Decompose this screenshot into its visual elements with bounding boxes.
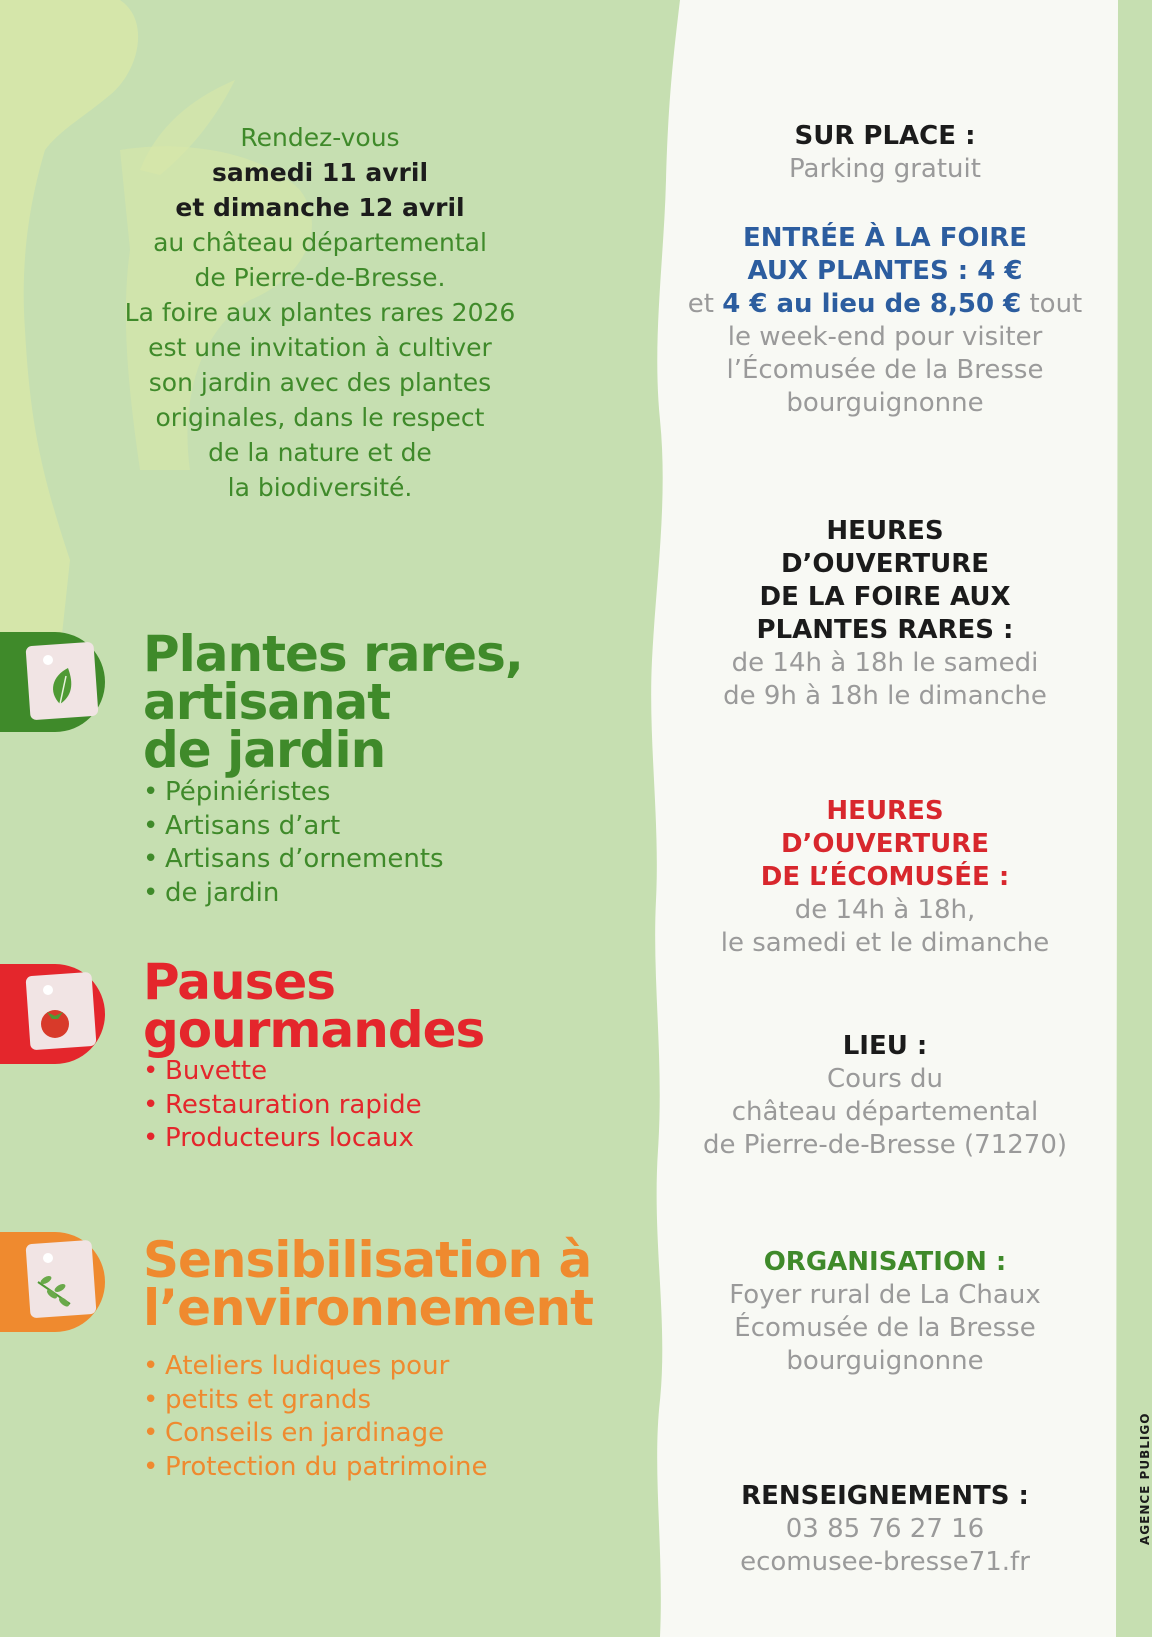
info-text: château départemental: [731, 1097, 1039, 1127]
info-text: de 9h à 18h le dimanche: [723, 681, 1047, 711]
info-text: Parking gratuit: [789, 154, 981, 184]
intro-line: son jardin avec des plantes: [148, 368, 492, 397]
intro-date-saturday: samedi 11 avril: [211, 158, 429, 187]
info-text: le samedi et le dimanche: [720, 928, 1050, 958]
list-item: • Producteurs locaux: [143, 1122, 422, 1156]
intro-line: originales, dans le respect: [155, 403, 485, 432]
intro-line: la biodiversité.: [227, 473, 413, 502]
info-heading: SUR PLACE :: [794, 121, 976, 151]
info-heading: D’OUVERTURE: [780, 829, 990, 859]
info-price: 4 € au lieu de 8,50 €: [722, 289, 1022, 319]
list-item: • Pépiniéristes: [143, 776, 444, 810]
info-text: bourguignonne: [786, 388, 984, 418]
intro-line: Rendez-vous: [240, 123, 400, 152]
info-text: bourguignonne: [786, 1346, 984, 1376]
section-title: Sensibilisation à l’environnement: [143, 1231, 593, 1337]
info-text: l’Écomusée de la Bresse: [726, 355, 1044, 385]
section-list: [143, 1350, 488, 1484]
info-text: Foyer rural de La Chaux: [729, 1280, 1041, 1310]
info-entry: [665, 222, 1105, 420]
section-plantes-rares: [0, 625, 660, 930]
info-heading: DE LA FOIRE AUX: [759, 582, 1011, 612]
info-heading: HEURES: [826, 516, 944, 546]
info-text: Écomusée de la Bresse: [734, 1313, 1036, 1343]
info-text: de 14h à 18h le samedi: [731, 648, 1039, 678]
info-text: et 4 € au lieu de 8,50 € tout: [687, 289, 1083, 319]
info-website: ecomusee-bresse71.fr: [740, 1547, 1030, 1577]
info-heading: LIEU :: [842, 1031, 928, 1061]
list-item: • Conseils en jardinage: [143, 1417, 488, 1451]
info-heading: DE L’ÉCOMUSÉE :: [760, 862, 1010, 892]
list-item-continued: • de jardin: [143, 877, 444, 911]
info-phone: 03 85 76 27 16: [785, 1514, 985, 1544]
info-heading: ENTRÉE À LA FOIRE: [742, 223, 1028, 253]
section-title: Pauses gourmandes: [143, 953, 485, 1059]
info-heading: RENSEIGNEMENTS :: [741, 1481, 1029, 1511]
info-hours-museum: [665, 795, 1105, 960]
info-heading: ORGANISATION :: [763, 1247, 1007, 1277]
section-title: Plantes rares, artisanat de jardin: [143, 625, 523, 779]
section-list: [143, 776, 444, 910]
section-pauses-gourmandes: [0, 953, 660, 1188]
section-list: [143, 1055, 422, 1156]
info-text: le week-end pour visiter: [727, 322, 1043, 352]
list-item: • Buvette: [143, 1055, 422, 1089]
list-item: • Artisans d’ornements: [143, 843, 444, 877]
info-heading: HEURES: [826, 796, 944, 826]
tomato-icon: [41, 1010, 69, 1038]
info-text: de 14h à 18h,: [794, 895, 976, 925]
info-heading: PLANTES RARES :: [756, 615, 1014, 645]
info-organisation: [665, 1246, 1105, 1378]
list-item-continued: • petits et grands: [143, 1384, 488, 1418]
info-text: de Pierre-de-Bresse (71270): [702, 1130, 1068, 1160]
section-tab: [0, 1232, 108, 1332]
info-heading: AUX PLANTES : 4 €: [747, 256, 1023, 286]
intro-text: [60, 120, 580, 505]
info-place: [665, 1030, 1105, 1162]
list-item: • Ateliers ludiques pour: [143, 1350, 488, 1384]
info-text: Cours du: [826, 1064, 944, 1094]
intro-line: de la nature et de: [208, 438, 432, 467]
agency-credit: AGENCE PUBLIGO: [1138, 1412, 1152, 1545]
intro-line: au château départemental: [153, 228, 487, 257]
section-tab: [0, 964, 108, 1064]
intro-date-sunday: et dimanche 12 avril: [175, 193, 465, 222]
section-sensibilisation: [0, 1232, 660, 1552]
list-item: • Protection du patrimoine: [143, 1451, 488, 1485]
info-parking: [665, 120, 1105, 186]
intro-line: de Pierre-de-Bresse.: [194, 263, 446, 292]
list-item: • Restauration rapide: [143, 1089, 422, 1123]
intro-line: La foire aux plantes rares 2026: [124, 298, 516, 327]
intro-line: est une invitation à cultiver: [148, 333, 492, 362]
info-heading: D’OUVERTURE: [780, 549, 990, 579]
section-tab: [0, 632, 108, 732]
info-hours-fair: [665, 515, 1105, 713]
list-item: • Artisans d’art: [143, 810, 444, 844]
info-contact: [665, 1480, 1105, 1579]
